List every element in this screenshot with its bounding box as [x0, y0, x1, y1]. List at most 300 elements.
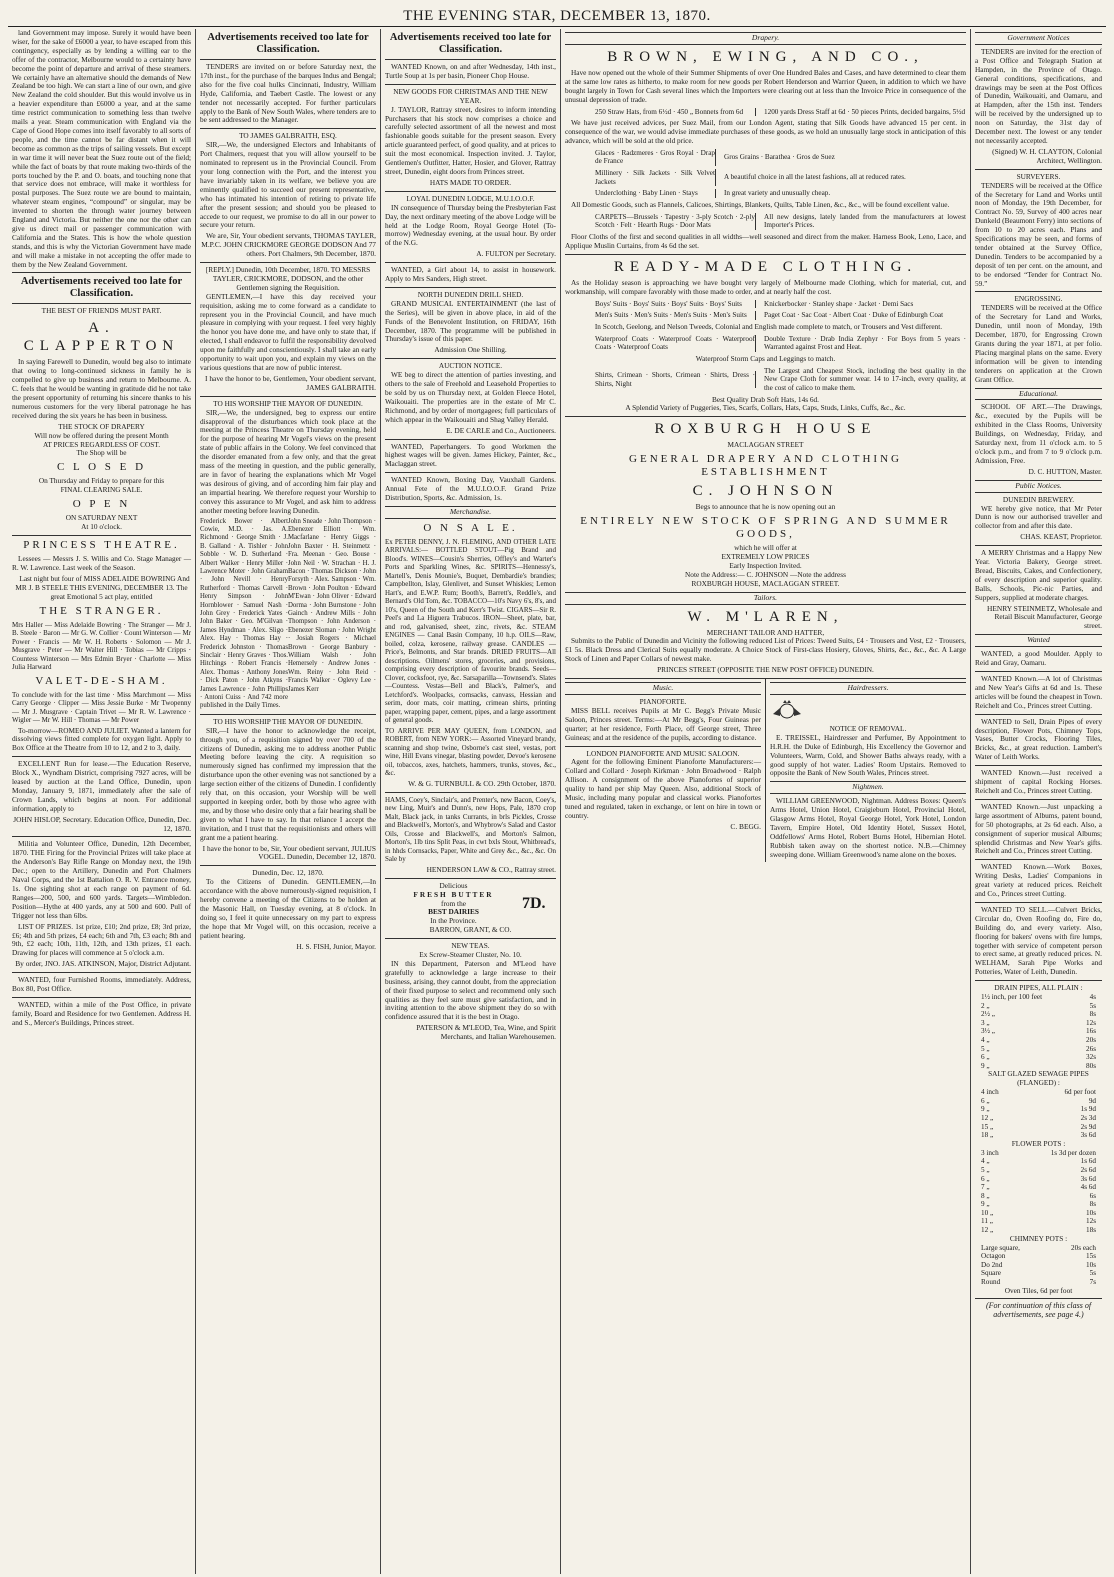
divider [12, 272, 191, 273]
lower-sections [565, 678, 966, 862]
price-row [975, 1183, 1102, 1192]
price-size: Square [981, 1269, 1001, 1278]
ad-line: AT PRICES REGARDLESS OF COST. [42, 439, 161, 449]
ad-heading: ENGROSSING. [1014, 294, 1063, 304]
price-size: Large square, [981, 1243, 1020, 1252]
ad-heading: NEW GOODS FOR CHRISTMAS AND THE NEW YEAR. [393, 86, 548, 105]
divider [385, 191, 556, 192]
silk-list [565, 149, 966, 166]
price-lines-right: 1200 yards Dress Staff at 6d · 50 pieces Prints, decided bargains, 5½d [764, 107, 966, 116]
price-value: 7s [1089, 1277, 1096, 1286]
column-3 [381, 29, 561, 1574]
ad-line: ON SATURDAY NEXT [65, 513, 138, 523]
ad-body: We have just received advices, per Suez Mail, from our London Agent, stating that Silk Goods have advanced 15 per cent. in consequence of the war, we would advise immediate purchases of these goods, as we hold an unusually large stock in anticipation of this advance, which will be sold at the old price. [565, 118, 966, 145]
ad-body: WANTED, within a mile of the Post Office, in private family, Board and Residence for two Gentlemen. Address H. and S., Mercer's Buildings, Princes street. [12, 999, 191, 1027]
ad-line: Will now be offered during the present Month [34, 430, 169, 440]
play-title: THE STRANGER. [39, 604, 164, 617]
ad-body: SCHOOL OF ART.—The Drawings, &c., executed by the Pupils will be exhibited in the Class Rooms, University Buildings, on Wednesday, Friday, and Saturday next, from 11 o'clock a.m. to 5 o'clock p.m., and from 7 to 9 o'clock p.m. Admission, Free. [975, 402, 1102, 465]
silk-list-right: Gros Grains · Barathea · Gros de Suez [724, 153, 835, 162]
shirts-list-right: The Largest and Cheapest Stock, including the best quality in the New Crape Cloth for summer wear. 14 to 17-inch, every quality, at the cost of calico to make them. [764, 366, 966, 392]
divider [975, 545, 1102, 546]
ad-body: In Scotch, Geelong, and Nelson Tweeds, Colonial and English made complete to match, or Trousers and Vest different. [594, 321, 943, 331]
price-row [975, 1045, 1102, 1054]
price-value: 6s [1089, 1191, 1096, 1200]
price-value: 16s [1086, 1027, 1096, 1036]
divider [975, 671, 1102, 672]
ad-line: HATS MADE TO ORDER. [429, 177, 512, 187]
price-value: 20s each [1071, 1243, 1096, 1252]
section-label: Educational. [975, 388, 1102, 401]
divider [12, 972, 191, 973]
divider [975, 859, 1102, 860]
ad-line: MACLAGGAN STREET [727, 440, 804, 450]
divider [975, 799, 1102, 800]
flower-pots-table [975, 1149, 1102, 1235]
ad-title: READY-MADE CLOTHING. [613, 258, 918, 275]
ad-body: J. TAYLOR, Rattray street, desires to inform intending Purchasers that his stock now comprises a choice and carefully selected assortment of all the newest and most fashionable goods suitable for the present season. Every article guaranteed perfect, of good quality, and at prices to suit the most economical. Inspection invited. J. Taylor, Gentlemen's Outfitter, Hatter, Hosier, and Glover, Rattray street, Dunedin, eight doors from Princes street. [385, 104, 556, 176]
ad-body: EXCELLENT Run for lease.—The Education Reserve, Block X., Wyndham District, comprising 7927 acres, will be leased by auction at the Land Office, Dunedin, upon Monday, January 9, 1871, immediately after the sale of Crown Lands, which begins at noon. For additional information, apply to [12, 759, 191, 813]
price-row [975, 993, 1102, 1002]
ad-body: WANTED, a good Moulder. Apply to Reid and Gray, Oamaru. [975, 649, 1102, 668]
column-2 [196, 29, 381, 1574]
mens-suits-left: Men's Suits · Men's Suits · Men's Suits · Men's Suits [565, 311, 756, 320]
ad-title: GENERAL DRAPERY AND CLOTHING ESTABLISHMENT [629, 453, 902, 479]
ad-body: A MERRY Christmas and a Happy New Year. Victoria Bakery, George street. Bread, Biscuits, Cakes, and Confectionery, of every description and superior quality. Balls, Schools, Pic-nic Parties, and Suppers, supplied at moderate charges. [975, 548, 1102, 602]
price-size: 5 „ [981, 1165, 990, 1174]
underclothing-list [565, 189, 966, 198]
price-value: 80s [1086, 1061, 1096, 1070]
price-value: 2s 9d [1080, 1122, 1096, 1131]
price-value: 10s [1086, 1260, 1096, 1269]
ad-body: Submits to the Public of Dunedin and Vicinity the following reduced List of Prices: Tweed Suits, £4 · Trousers and Vest, £2 · Trousers, £1 5s. Black Dress and Clerical Suits equally moderate. A Choice Stock of First-class Hosiery, Gloves, Shirts, &c., &c., &c. A Large Stock of Linen and Paper Collars of newest make. [565, 636, 966, 664]
price-row [975, 1053, 1102, 1062]
divider [975, 765, 1102, 766]
price-row [975, 1097, 1102, 1106]
signatory-names-right: John Sneade · John Thompson · Ebenezer Elliott · Wm. Macfarlane · Henry Giggs · John Baxter · H. Steinmetz · Fra. Meenan · Geo. Bouse · John Neil · W. Strachan · H. J. Bacon · Thomas Dickson · John Forsyth · Alex. Sampson · Wm. Brown · John Poulton · Edward M'Ewan · John Oliver · Edward Dorma · John Burnstone · John Gainch · Andrew Mills · John Thompson · John Anderson · Ebenezer Sloman · John Wright · Josiah Rogers · Michael Brown · George Banbury · William Walsh · John Hemersely · Andrew Jones · Wm. Reiny · John Reid · Francis Walker · Oglevy Lee · James Kerr [288, 517, 376, 693]
divider [200, 865, 376, 866]
divider [975, 291, 1102, 292]
ad-heading: TO JAMES GALBRAITH, ESQ. [239, 131, 337, 141]
price-value: 10s [1086, 1208, 1096, 1217]
ad-body: TENDERS are invited on or before Saturday next, the 17th inst., for the purchase of the barques Indus and Bengal; also for the five coal hulks Cincinnati, Industry, William Hyde, California, and Taebert Castle. The lowest or any tender not necessarily accepted. For further particulars apply to the Bank of New South Wales, where tenders are to be sent addressed to the Manager. [200, 62, 376, 125]
price-value: 2s 3d [1080, 1114, 1096, 1123]
ad-line: Begs to announce that he is now opening out an [695, 502, 836, 512]
ad-body: WANTED, a Girl about 14, to assist in housework. Apply to Mrs Sanders, High street. [385, 265, 556, 284]
divider [385, 439, 556, 440]
section-label: Wanted [975, 634, 1102, 647]
ad-heading: NOTICE OF REMOVAL. [829, 723, 907, 733]
price-size: Do 2nd [981, 1260, 1003, 1269]
signature: W. & G. TURNBULL & CO. 29th October, 1870. [408, 778, 556, 788]
ad-body: WANTED Known.—Work Boxes, Writing Desks, Ladies' Companions in great variety at reduced prices. Reichelt and Co., Princes street Cutting. [975, 862, 1102, 899]
price-value: 1s 3d per dozen [1050, 1148, 1096, 1157]
ad-line: Oven Tiles, 6d per foot [1004, 1285, 1073, 1295]
mens-suits [565, 311, 966, 320]
divider [12, 997, 191, 998]
masthead: THE EVENING STAR, DECEMBER 13, 1870. [8, 6, 1106, 27]
signature: We are, Sir, Your obedient servants, THOMAS TAYLER, M.P.C. JOHN CRICKMORE GEORGE DODSON And 77 others. Port Chalmers, 9th December, 1870. [201, 231, 376, 259]
ad-heading: NORTH DUNEDIN DRILL SHED. [417, 289, 524, 299]
ad-body: WE beg to direct the attention of parties investing, and others to the sale of Freehold and Leasehold Properties to be sold by us on Thursday next, at Golden Fleece Hotel, Waikouaiti. The properties are in the estate of Mr C. Richmond, and by order of mortgagees; full particulars of which appear in the Waikouaiti and Shag Valley Herald. [385, 370, 556, 424]
ad-body: TENDERS will be received at the Office of the Secretary for Land and Works, Dunedin, until noon of Monday, 19th December, 1870, for Engrossing Crown Grants during the year 1871, at per folio. Placing marginal plans on the same. Every information will be given to intending tenderers on application at the Crown Grant Office. [975, 303, 1102, 384]
divider [12, 535, 191, 536]
price-size: 6 „ [981, 1053, 990, 1062]
ad-body: E. TREISSEL, Hairdresser and Perfumer, By Appointment to H.R.H. the Duke of Edinburgh, His Excellency the Governor and Volunteers, Warm, Cold, and Shower Baths always ready, with a good supply of hot water. Ladies' Room Upstairs. Removed to opposite the Bank of New South Wales, Princes street. [770, 732, 966, 778]
waterproof-coats-right: Double Texture · Drab India Zephyr · For Boys from 5 years · Warranted against Frost and Heat. [764, 334, 966, 352]
ad-body: As the Holiday season is approaching we have bought very largely of Melbourne made Clothing, which for material, cut, and workmanship, will compare favorably with those made to order, and at nearly half the cost. [565, 277, 966, 296]
price-value: 20s [1086, 1036, 1096, 1045]
signature: E. DE CARLE and Co., Auctioneers. [446, 425, 556, 435]
ad-line: BEST DAIRIES [428, 907, 479, 917]
price-size: 8 „ [981, 1191, 990, 1200]
price-lines [565, 108, 966, 117]
ad-heading: DUNEDIN BREWERY. [1002, 494, 1075, 504]
price-value: 2s 6d [1080, 1165, 1096, 1174]
price-value: 26s [1086, 1044, 1096, 1053]
section-label: Music. [565, 682, 761, 695]
ad-line: FRESH BUTTER [413, 889, 494, 899]
price-size: 3 „ [981, 1018, 990, 1027]
divider [200, 262, 376, 263]
ad-body: WILLIAM GREENWOOD, Nightman. Address Boxes: Queen's Arms Hotel, Union Hotel, Craigieburn Hotel, Provincial Hotel, Glasgow Arms Hotel, Royal George Hotel, York Hotel, London Tavern, Empire Hotel, Old Identity Hotel, Sussex Hotel, Oddfellows' Arms Hotel, Robert Burns Hotel, Hibernian Hotel. Rubbish taken away on the shortest notice. N.B.—Chimney sweeping done. William Greenwood's name alone on the boxes. [770, 796, 966, 859]
divider [385, 472, 556, 473]
ad-body: WANTED, Paperhangers. To good Workmen the highest wages will be given. James Hickey, Painter, &c., Maclaggan street. [385, 441, 556, 469]
price-row [975, 1114, 1102, 1123]
divider [385, 938, 556, 939]
divider [200, 128, 376, 129]
price-table-title: SALT GLAZED SEWAGE PIPES (FLANGED) : [988, 1069, 1089, 1088]
ad-heading: PIANOFORTE. [639, 697, 687, 706]
section-label: Drapery. [565, 32, 966, 45]
advertiser-name: BROWN, EWING, AND CO., [607, 48, 924, 65]
ad-line: THE STOCK OF DRAPERY [58, 421, 145, 431]
price-row [975, 1019, 1102, 1028]
divider [385, 262, 556, 263]
signature: BARRON, GRANT, & CO. [429, 925, 512, 935]
millinery-list-left: Millinery · Silk Jackets · Silk Velvet Jackets [565, 169, 716, 186]
section-label: Hairdressers. [770, 682, 966, 695]
ad-body: WE hereby give notice, that Mr Peter Dunn is now our authorised traveller and collector from and after this date. [975, 503, 1102, 531]
ad-body: WANTED Known.—A lot of Christmas and New Year's Gifts at 6d and 1s. These articles will be found the cheapest in Town. Reichelt and Co., Princes street Cutting. [975, 674, 1103, 710]
ad-body: WANTED TO SELL.—Culvert Bricks, Circular do, Oven Roofing do, Fire do, Building do, and every variety. Also, flooring for bakers' ovens with fire lumps, together with service of competent person to erect same, at greatly reduced prices. N. WELHAM, Sarah Pipe Works and Potteries, Water of Leith, Dunedin. [975, 904, 1102, 977]
price-row [975, 1261, 1102, 1270]
divider [385, 792, 556, 793]
price-value: 6d per foot [1064, 1088, 1096, 1097]
price-size: 9 „ [981, 1061, 990, 1070]
price-row [975, 1027, 1102, 1036]
price-size: 10 „ [981, 1208, 994, 1217]
drain-pipes-table [975, 993, 1102, 1070]
price-size: 4 „ [981, 1036, 990, 1045]
ad-line: C L O S E D [56, 461, 147, 474]
royal-crest-icon [770, 700, 804, 720]
ad-line: O P E N [72, 498, 131, 511]
price-row [975, 1088, 1102, 1097]
signature: JOHN HISLOP, Secretary. Education Office, Dunedin, Dec. 12, 1870. [13, 814, 191, 833]
divider [385, 59, 556, 60]
price-size: 12 „ [981, 1114, 994, 1123]
ad-body: WANTED Known, Boxing Day, Vauxhall Gardens. Annual Fete of the M.U.I.O.O.F. Grand Prize Distribution, Sports, &c. Admission, 1s. [385, 475, 556, 503]
ad-line: from the [441, 898, 466, 908]
ad-title: O N S A L E. [423, 521, 518, 534]
signature: (Signed) W. H. CLAYTON, Colonial Architect, Wellington. [992, 146, 1102, 165]
price-row [975, 1149, 1102, 1158]
ad-line: Delicious [439, 880, 468, 890]
signature: H. S. FISH, Junior, Mayor. [296, 941, 376, 951]
ad-line: Best Quality Drab Soft Hats, 14s 6d. [711, 394, 819, 404]
price-value: 1s 9d [1080, 1105, 1096, 1114]
signatory-list [200, 518, 376, 711]
music-column [565, 679, 766, 862]
hairdressers-column [766, 679, 966, 862]
price-row [975, 1175, 1102, 1184]
price-value: 18s [1086, 1226, 1096, 1235]
carpets-list-right: All new designs, lately landed from the manufacturers at lowest Importer's Prices. [764, 212, 966, 230]
price-row [975, 1157, 1102, 1166]
advertiser-name: W. M'LAREN, [687, 608, 844, 625]
price-row [975, 1200, 1102, 1209]
ad-body: IN this Department, Paterson and M'Leod have gratefully to acknowledge a large increase to their business, arising, they cannot doubt, from the appreciation of their fixed purpose to select and recommend only such qualities as they feel sure must give satisfaction, and in inviting attention to the above shipment they do so with confidence assured that it is the best in Otago. [385, 958, 556, 1022]
price-row [975, 1002, 1102, 1011]
price-value: 4s 6d [1080, 1183, 1096, 1192]
cast-list: To conclude with for the last time · Miss Marchmont — Miss Carry George · Clipper — Miss Jessie Burke · Mr Twopenny — Mr J. Musgrave · Captain Trivet — Mr R. W. Lawrence · Wigler — Mr W. Hill · Thomas — Mr Power [12, 690, 191, 724]
ad-line: ROXBURGH HOUSE, MACLAGGAN STREET. [691, 578, 840, 588]
price-size: 6 „ [981, 1096, 990, 1105]
price-value: 9d [1088, 1096, 1096, 1105]
price-size: 2 „ [981, 1001, 990, 1010]
divider [385, 878, 556, 879]
continuation-note: (For continuation of this class of advertisements, see page 4.) [985, 1301, 1092, 1320]
price-row [975, 1010, 1102, 1019]
cast-list: Mrs Haller — Miss Adelaide Bowring · The Stranger — Mr J. B. Steele · Baron — Mr G. W. Collier · Count Winterson — Mr Power · Francis — Mr W. H. Roberts · Solomon — Mr J. Musgrave · Peter — Mr Walter Hill · Tobias — Mr Cripps · Countess Winterson — Mrs Edmin Bryer · Charlotte — Miss Julia Harward [12, 620, 191, 671]
ad-body: To the Citizens of Dunedin. GENTLEMEN,—In accordance with the above numerously-signed requisition, I hereby convene a meeting of the Citizens to be holden at the Masonic Hall, on Tuesday evening, at 8 o'clock. In doing so, I feel it quite unnecessary on my part to express the hope that Mr Vogel will, on this occasion, receive a patient hearing. [200, 877, 376, 940]
divider [12, 836, 191, 837]
ad-heading: AUCTION NOTICE. [438, 361, 503, 371]
price-size: 3½ „ [981, 1027, 995, 1036]
price-value: 1s 6d [1080, 1157, 1096, 1166]
section-label: Public Notices. [975, 480, 1102, 493]
divider [975, 902, 1102, 903]
divider [200, 59, 376, 60]
section-header: Advertisements received too late for Classification. [20, 276, 183, 300]
millinery-list-right: A beautiful choice in all the latest fashions, all at reduced rates. [724, 173, 906, 182]
divider [975, 980, 1102, 981]
ad-heading: SURVEYERS. [1016, 171, 1061, 181]
millinery-list [565, 169, 966, 186]
divider [385, 358, 556, 359]
price-size: 2½ „ [981, 1010, 995, 1019]
ad-heading: TO HIS WORSHIP THE MAYOR OF DUNEDIN. [213, 716, 363, 726]
boys-suits-left: Boys' Suits · Boys' Suits · Boys' Suits · Boys' Suits [565, 300, 756, 309]
price-size: 3 inch [981, 1148, 999, 1157]
price-size: 5 „ [981, 1044, 990, 1053]
signature: C. BEGG. [730, 821, 761, 831]
price-value: 12s [1086, 1217, 1096, 1226]
boys-suits-right: Knickerbocker · Stanley shape · Jacket · Demi Sacs [764, 299, 914, 308]
ad-body: Agent for the following Eminent Pianoforte Manufacturers:— Collard and Collard · Joseph Kirkman · John Broadwood · Ralph Allison. A consignment of the above Pianofortes of superior quality to hand per ship May Queen. Also, additional Stock of Music, including many popular and classical works. Pianofortes tuned and regulated, taken in exchange, or lent on hire in town or country. [565, 757, 761, 820]
section-label: Government Notices [975, 32, 1102, 45]
boys-suits [565, 300, 966, 309]
price-value: 5s [1089, 1269, 1096, 1278]
ad-body: Ex PETER DENNY, J. N. FLEMING, AND OTHER LATE ARRIVALS:— BOTTLED STOUT—Pig Brand and Blood's. WINES—Cousin's Sherries, Offley's and Warter's Ports and Sparkling Wines, &c. SPIRITS—Hennessy's, Martell's, Denis Mounie's, Buquet, Dembardie's brandies; Campbellton, Islay, Glenlivet, and Sunset Whiskies; Lemon Hart's, and E.W.P. Rum; Booth's, Barrett's, Reddle's, and Bernard's Old Tom, &c. TOBACCO—10's Navy 6's, 8's, and 10's, Queen of the South and Kerr's Twist. CIGARS—Sir R. Peel's and La Higuera Trabucos. IRON—Sheet, plate, bar, and rod, galvanised, sheet, zinc, rivets, &c. STEAM ENGINES — Canal Basin Company, 10 h.p. OILS—Raw, boiled, colza, kerosene, railway grease. CANDLES — Price's, Belmonts, and Star brands. DRIED FRUITS—All descriptions. Oilmens' stores, groceries, and provisions, comprising every description of favourite brands. Seeds—Clover, cocksfoot, rye, &c. Sarsaparilla—Townsend's. Slates—Countess. Vestas—Bell and Black's, Palmer's, and Letchford's. Woolpacks, cornsacks, canvass, Hessian and serim, door mats, coir matting, crimean shirts, printing paper, wrapping paper, cement, pipes, and a large assortment of general goods. [385, 537, 556, 725]
ad-body: WANTED to Sell, Drain Pipes of every description, Flower Pots, Chimney Tops, Vases, Butter Crocks, Flooring Tiles, Bricks, &c., at great reduction. Lambert's Water of Leith Works. [975, 716, 1102, 762]
price-size: 4 inch [981, 1088, 999, 1097]
ad-line: In the Province. [430, 916, 477, 926]
shirts-list-left: Shirts, Crimean · Shorts, Crimean · Shirts, Dress · Shirts, Night [565, 371, 756, 388]
ad-body: Militia and Volunteer Office, Dunedin, 12th December, 1870. THE Firing for the Provincial Prizes will take place at the Anderson's Bay Rifle Range on Monday next, the 19th Dec.; open to the Artillery, Dunedin and Port Chalmers Naval Corps, and the 1st Battalion O. R. V. Entrance money, 1s. One sighting shot at each range on payment of 6d. Ranges—200, 500, and 600 yards. Targets—Wimbledon. Position—Hythe at 400 yards, any at 500 and 600. Pull of Trigger not less than 6lbs. [12, 839, 191, 920]
ad-line: Admission One Shilling. [434, 345, 507, 355]
signature: CHAS. KEAST, Proprietor. [1020, 532, 1102, 542]
price-value: 8s [1089, 1010, 1096, 1019]
ad-body: Have now opened out the whole of their Summer Shipments of over One Hundred Bales and Cases, and have determined to clear them at the same low rates as hitherto, to make room for new goods per Robert Henderson and Warrior Queen, in addition to which we have bought largely in Town for Cash several lines which the Importers were clearing out at less than the Invoice Price in consequence of the unusual depression of trade. [565, 67, 966, 104]
price-size: 6 „ [981, 1174, 990, 1183]
ad-line: The Shop will be [76, 448, 127, 458]
ad-body: LIST OF PRIZES. 1st prize, £10; 2nd prize, £8; 3rd prize, £6; 4th and 5th prizes, £4 each; 6th and 7th, £3 each; 8th and 9th, £2 each; 10th, 11th, 12th, and 13th prizes, £1 each. Drawing for places will commence at 5 o'clock a.m. [12, 921, 191, 958]
signature: I have the honor to be, Gentlemen, Your obedient servant, JAMES GALBRAITH. [205, 373, 376, 392]
signature: By order, JNO. JAS. ATKINSON, Major, District Adjutant. [15, 959, 191, 969]
column-5 [971, 29, 1106, 1574]
ad-line: A Splendid Variety of Puggeries, Ties, Scarfs, Collars, Hats, Caps, Studs, Links, Cuffs, &c., &c. [625, 403, 906, 413]
ad-body: TENDERS are invited for the erection of a Post Office and Telegraph Station at Hampden, in the Province of Otago. General conditions, specifications, and drawings may be seen at the Post Offices of Dunedin, Waikouaiti, and Oamaru, and at Hampden, after the 15th inst. Tenders will be received by the undersigned up to noon on Saturday, the 31st day of December next. The lowest or any tender not necessarily accepted. [975, 46, 1102, 145]
price-row [975, 1217, 1102, 1226]
price-row [975, 1036, 1102, 1045]
play-title: VALET-DE-SHAM. [35, 674, 168, 687]
ad-body: SIR,—I have the honor to acknowledge the receipt, through you, of a requisition signed by over 700 of the citizens of Dunedin, asking me to address another Public Meeting before leaving the city. A requisition so numerously signed has confirmed my impression that the disturbance upon the other evening was not sanctioned by a large section either of the citizens of Dunedin. I confidently rely that, on this occasion, your Worship will be well supported in keeping order, both by those who agree with me, and by those who desire only that a fair hearing shall be given to what I have to say. In that reliance I accept the invitation, and I trust that the requisitionists and others will grant me a patient hearing. [200, 725, 376, 842]
ad-body: SIR,—We, the undersigned Electors and Inhabitants of Port Chalmers, request that you will allow yourself to be nominated to represent us in the Provincial Council. From your long connection with the Port, and the interest you have invariably taken in its welfare, we believe you are eminently qualified to succeed our present representative, who has intimated his intention of retiring to private life after the present session; and should you be pleased to accede to our request, we promise to do all in our power to secure your return. [200, 140, 376, 230]
ad-body: HAMS, Coey's, Sinclair's, and Prenter's, new Bacon, Coey's, new Ling, Muir's and Dunn's, new Hops, Pale, 1870 crop Malt, Black jack, in tanks Currants, in brls Pickles, Crosse and Blackwell's, Morton's, and Whybrow's Salad and Castor Oils, Crosse and Blackwell's, and Morton's Salmon, Morton's, 1lb tins Split Peas, in cwt bxls Stout, Whitbread's, in hhds Cornsacks, Paper, White and Grey &c., &c., &c. On Sale by [385, 795, 556, 864]
price-value: 12s [1086, 1018, 1096, 1027]
ad-body: TO ARRIVE PER MAY QUEEN, from LONDON, and ROBERT, from NEW YORK:— Assorted Vineyard brandy, scanning and shop twine, Osborne's cast steel, vestas, port wine, Hill Evans vinegar, blasting powder, Devoe's kerosene oil, tobaccos, axes, hatchets, hammers, trunks, stoves, &c., &c. [385, 726, 556, 778]
chimney-pots-table [975, 1244, 1102, 1287]
price-value: 32s [1086, 1053, 1096, 1062]
ad-body: To-morrow—ROMEO AND JULIET. Wanted a lantern for dissolving views fitted complete for oxygen light. Apply to Box Office at the Theatre from 10 to 12, and 2 to 3, daily. [12, 725, 191, 753]
carpets-list [565, 213, 966, 230]
price-size: 7 „ [981, 1183, 990, 1192]
underclothing-list-right: In great variety and unusually cheap. [724, 189, 831, 198]
ad-heading: THE BEST OF FRIENDS MUST PART. [41, 306, 162, 316]
price-row [975, 1269, 1102, 1278]
ad-title: ENTIRELY NEW STOCK OF SPRING AND SUMMER GOODS, [580, 515, 951, 541]
price-lines-left: 250 Straw Hats, from 6½d · 450 „ Bonnets from 6d [565, 108, 756, 117]
section-label: Tailors. [565, 592, 966, 605]
price-row [975, 1244, 1102, 1253]
price-row [975, 1252, 1102, 1261]
waterproof-coats [565, 335, 966, 352]
price-size: 9 „ [981, 1200, 990, 1209]
divider [975, 169, 1102, 170]
divider [975, 1298, 1102, 1299]
butter-ad [385, 882, 556, 927]
ad-heading: NEW TEAS. [451, 941, 490, 951]
ad-line: Note the Address:— C. JOHNSON —Note the address [685, 569, 846, 579]
waterproof-coats-left: Waterproof Coats · Waterproof Coats · Waterproof Coats · Waterproof Coats [565, 335, 756, 352]
advertiser-name: ROXBURGH HOUSE [654, 421, 877, 438]
price-table-title: FLOWER POTS : [1011, 1138, 1066, 1148]
price-size: 12 „ [981, 1226, 994, 1235]
section-header: Advertisements received too late for Classification. [207, 32, 369, 55]
divider [975, 714, 1102, 715]
divider [565, 416, 966, 417]
price-size: Octagon [981, 1252, 1006, 1261]
column-1 [8, 29, 196, 1574]
price-size: 15 „ [981, 1122, 994, 1131]
ad-heading: LONDON PIANOFORTE AND MUSIC SALOON. [586, 748, 740, 758]
price-row [975, 1209, 1102, 1218]
ad-body: GRAND MUSICAL ENTERTAINMENT (the last of the Series), will be given in above place, in aid of the Funds of the Benevolent Institution, on FRIDAY, 16th December, 1870. The programme will be published in Thursday's issue of this paper. [385, 298, 556, 344]
advertiser-name: A. CLAPPERTON [23, 320, 180, 355]
editorial-text: land Government may impose. Surely it would have been wiser, for the sake of £6000 a year, to have escaped from this contingency, especially as by lending a willing ear to the offer of the contractor, Melbourne would to a certainty have become the point of departure and arrival of these steamers. We certainly have an alternative should the demands of New Zealand be too high. We can start a line of our own, and give New Zealand the cold shoulder. But this would involve us in a heavier expenditure than £6000 a year, and at the same time restrict communication to something less than twelve mails a year. Steam communication with England via the Cape of Good Hope comes into itself favorably to all sorts of people, and the time cannot be far distant when it will become as common as the trips of sailing vessels. But except in war time it will never beat the Suez route out of the field; while the fact of boats by that route making two-thirds of the ports touched by the P. and O. boats, and touching none that that service does not embrace, will make it worthless for postal purposes. The Suez route we are bound to maintain, whatever steam engines, “compound” or singular, may be invented to shorten the through water journey between England and Victoria. But neither the one nor the other can give us direct mail or passenger communication with California and the States. This is how the whole question stands, and this is why the Victorian Government have made and will make a mistake in not accepting the offer made to them by the New Zealand Government. [12, 29, 191, 269]
sewage-pipes-table [975, 1088, 1102, 1140]
section-header: Advertisements received too late for Classification. [389, 32, 552, 55]
price-row [975, 1166, 1102, 1175]
ad-date: Dunedin, Dec. 12, 1870. [252, 868, 324, 878]
ad-body: SIR,—We, the undersigned, beg to express our entire disapproval of the disturbances which took place at the meeting at the Princess Theatre on Thursday evening, held for the purpose of hearing Mr Vogel's views on the present state of public affairs in the Colony. We feel convinced that the disorder emanated from a few only, and that the great mass of the meeting in question, and the public generally, are in favor of hearing the explanations which Mr Vogel was desirous of giving, and of according him fair play and an impartial hearing. We therefore request your Worship to convey this assurance to Mr Vogel, and ask him to address another meeting before leaving Dunedin. [200, 407, 376, 515]
mens-suits-right: Paget Coat · Sac Coat · Albert Coat · Duke of Edinburgh Coat [764, 311, 944, 320]
ad-body: GENTLEMEN,—I have this day received your requisition, asking me to come forward as a candidate to represent you in the Provincial Council, and have much pleasure in complying with your request. I feel very highly the honor you have done me, and have only to state that, if elected, I shall endeavor to fulfil the responsibility devolved upon me faithfully and conscientiously. I shall take an early opportunity to wait upon you, and explain my views on the various questions that are now of public interest. [200, 291, 376, 372]
ad-line: Ex Screw-Steamer Cluster, No. 10. [419, 950, 522, 960]
price-size: 11 „ [981, 1217, 993, 1226]
ad-body: Lessees — Messrs J. S. Willis and Co. Stage Manager — R. W. Lawrence. Last week of the Season. [12, 553, 191, 572]
divider [565, 254, 966, 255]
price-table-title: CHIMNEY POTS : [1009, 1233, 1068, 1243]
price-size: Round [981, 1277, 1001, 1286]
divider [200, 396, 376, 397]
section-label: Merchandise. [385, 506, 556, 519]
divider [565, 746, 761, 747]
price-size: 9 „ [981, 1105, 990, 1114]
price-value: 3s 6d [1080, 1174, 1096, 1183]
divider [385, 287, 556, 288]
silk-list-left: Glaces · Radzmeres · Gros Royal · Drap de France [565, 149, 716, 166]
price-size: 18 „ [981, 1131, 994, 1140]
carpets-list-left: CARPETS—Brussels · Tapestry · 3-ply Scotch · 2-ply Scotch · Felt · Hearth Rugs · Door Mats [565, 213, 756, 230]
column-4 [561, 29, 971, 1574]
ad-line: At 10 o'clock. [81, 522, 122, 532]
signature: HENRY STEINMETZ, Wholesale and Retail Biscuit Manufacturer, George street. [987, 603, 1102, 631]
price-row [975, 1123, 1102, 1132]
ad-body: Floor Cloths of the first and second qualities in all widths—well seasoned and direct from the maker. Harness Book, Leno, Lace, and Applique Muslin Curtains, from 4s 6d the set. [565, 231, 966, 250]
divider [200, 714, 376, 715]
shirts-list [565, 367, 966, 393]
advertiser-name: C. JOHNSON [692, 483, 839, 500]
ad-body: WANTED Known, on and after Wednesday, 14th inst., Turtle Soup at 1s per basin, Pioneer Chop House. [385, 62, 556, 80]
divider [385, 84, 556, 85]
price-value: 8s [1089, 1200, 1096, 1209]
ad-line: On Thursday and Friday to prepare for this [38, 476, 165, 486]
ad-body: WANTED Known.—Just received a shipment of capital Rocking Horses. Reichelt and Co., Princes street Cutting. [975, 768, 1102, 795]
signatory-names-left: Frederick Bower · Albert Cowie, M.D. · Jas. A. Richmond · George Smith · J. B. Galland · A. Tishler · John Sobble · W. D. Sutherland · Albert Walker · Henry Miller · Lawrence Moter · John Graham · John Nevill · Henry Rutherford · Thomas Carvell · Henry Simpson · John Hornblower · Samuel Nash · John Grey · Frederick Yates · John Baker · Geo. M'Gilvan · James Hyndman · Alex. Sligo · Alex. Hay · Thomas Hay · Frederick Johnston · Thomas Sinclair · Henry Graves · Thos. Hitchings · Robert Francis · Alex. Thomas · Anthony Jones · Dick Paton · John Atkyns · James Lawrence · John Phillips · Antoni Cuiss · And 742 more published in the Daily Times. [200, 517, 288, 710]
divider [12, 303, 191, 304]
signature: HENDERSON LAW & CO., Rattray street. [426, 864, 556, 874]
price-value: 3s 6d [1080, 1131, 1096, 1140]
section-label: Nightmen. [770, 781, 966, 794]
ad-line: FINAL CLEARING SALE. [60, 485, 143, 495]
ad-body: WANTED Known.—Just unpacking a large assortment of Albums, patent bound, for 50 photographs, at 2s 6d each. Also, a consignment of superior musical Albums; splendid Christmas and New Year's gifts. Reichelt and Co., Princes street Cutting. [975, 801, 1102, 856]
underclothing-list-left: Underclothing · Baby Linen · Stays [565, 189, 716, 198]
price-row [975, 1105, 1102, 1114]
butter-ad-text [385, 882, 522, 927]
ad-heading: [REPLY.] Dunedin, 10th December, 1870. TO MESSRS TAYLER, CRICKMORE, DODSON, and the other Gentlemen signing the Requisition. [205, 265, 371, 292]
ad-line: which he will offer at [734, 543, 797, 553]
theatre-title: PRINCESS THEATRE. [23, 538, 180, 551]
price-row [975, 1192, 1102, 1201]
ad-line: Waterproof Storm Caps and Leggings to match. [695, 353, 836, 363]
columns [8, 29, 1106, 1574]
ad-heading: TO HIS WORSHIP THE MAYOR OF DUNEDIN. [213, 398, 363, 408]
ad-body: Last night but four of MISS ADELAIDE BOWRING And MR J. B STEELE THIS EVENING, DECEMBER 13. The great Emotional 5 act play, entitled [15, 573, 190, 601]
ad-body: All Domestic Goods, such as Flannels, Calicoes, Shirtings, Blankets, Quilts, Table Linen, &c., &c., will be found excellent value. [571, 199, 950, 209]
signature: D. C. HUTTON, Master. [1028, 466, 1102, 476]
